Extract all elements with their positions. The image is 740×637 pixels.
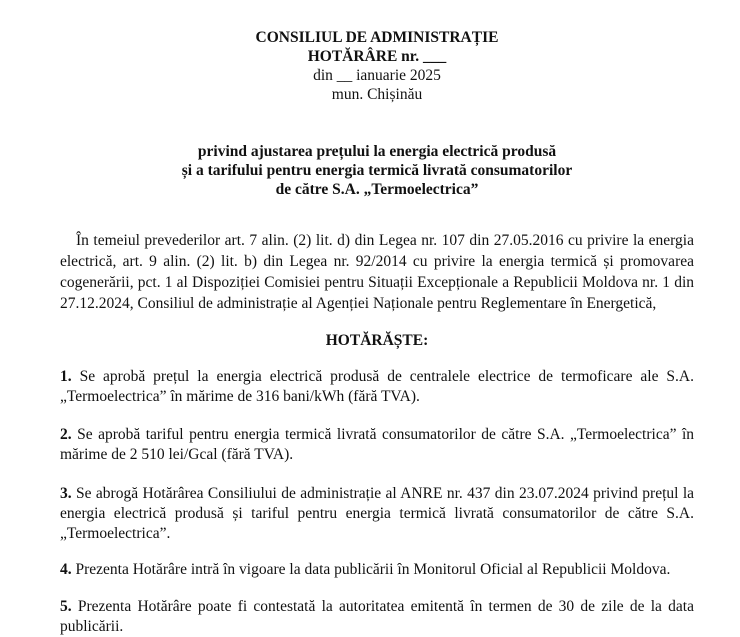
article-number: 2.: [60, 426, 72, 443]
article-text: Se aprobă tariful pentru energia termică livrată consumatorilor de către S.A. „Termoelectrica” în mărime de 2 510 lei/Gcal (fără TVA).: [60, 426, 695, 463]
decision-number: HOTĂRÂRE nr. ___: [307, 48, 447, 65]
document-header: [60, 0, 694, 104]
article-number: 4.: [60, 561, 72, 578]
institution-name: CONSILIUL DE ADMINISTRAȚIE: [255, 29, 499, 46]
article-text: Se abrogă Hotărârea Consiliului de administrație al ANRE nr. 437 din 23.07.2024 privind prețul la energia electrică produsă și tariful pentru energia termică livrată consumatorilor de către S.A. „Termoelectrica”.: [60, 485, 695, 542]
article-1: [60, 367, 694, 407]
article-2: [60, 425, 694, 465]
article-text: Se aprobă prețul la energia electrică produsă de centralele electrice de termoficare ale S.A. „Termoelectrica” în mărime de 316 bani/kWh (fără TVA).: [60, 368, 694, 405]
title-line-1: privind ajustarea prețului la energia electrică produsă: [197, 143, 557, 160]
article-3: [60, 484, 694, 544]
decision-heading: HOTĂRĂȘTE:: [325, 332, 429, 349]
article-number: 1.: [60, 368, 72, 385]
title-line-2: și a tarifului pentru energia termică livrată consumatorilor: [181, 162, 573, 179]
article-4: [60, 560, 694, 580]
article-text: Prezenta Hotărâre poate fi contestată la autoritatea emitentă în termen de 30 de zile de la data publicării.: [60, 598, 694, 635]
article-number: 3.: [60, 485, 72, 502]
article-text: Prezenta Hotărâre intră în vigoare la data publicării în Monitorul Oficial al Republicii Moldova.: [75, 561, 671, 578]
decision-date: din __ ianuarie 2025: [313, 67, 441, 84]
decision-title: [60, 142, 694, 199]
article-number: 5.: [60, 598, 72, 615]
article-5: [60, 597, 694, 637]
decision-place: mun. Chișinău: [331, 86, 423, 103]
title-line-3: de către S.A. „Termoelectrica”: [275, 181, 479, 198]
preamble-paragraph: În temeiul prevederilor art. 7 alin. (2) lit. d) din Legea nr. 107 din 27.05.2016 cu privire la energia electrică, art. 9 alin. (2) lit. b) din Legea nr. 92/2014 cu privire la energia termică și promovarea cogenerării, pct. 1 al Dispoziției Comisiei pentru Situații Excepționale a Republicii Moldova nr. 1 din 27.12.2024, Consiliul de administrație al Agenției Naționale pentru Reglementare în Energetică,: [60, 232, 694, 312]
